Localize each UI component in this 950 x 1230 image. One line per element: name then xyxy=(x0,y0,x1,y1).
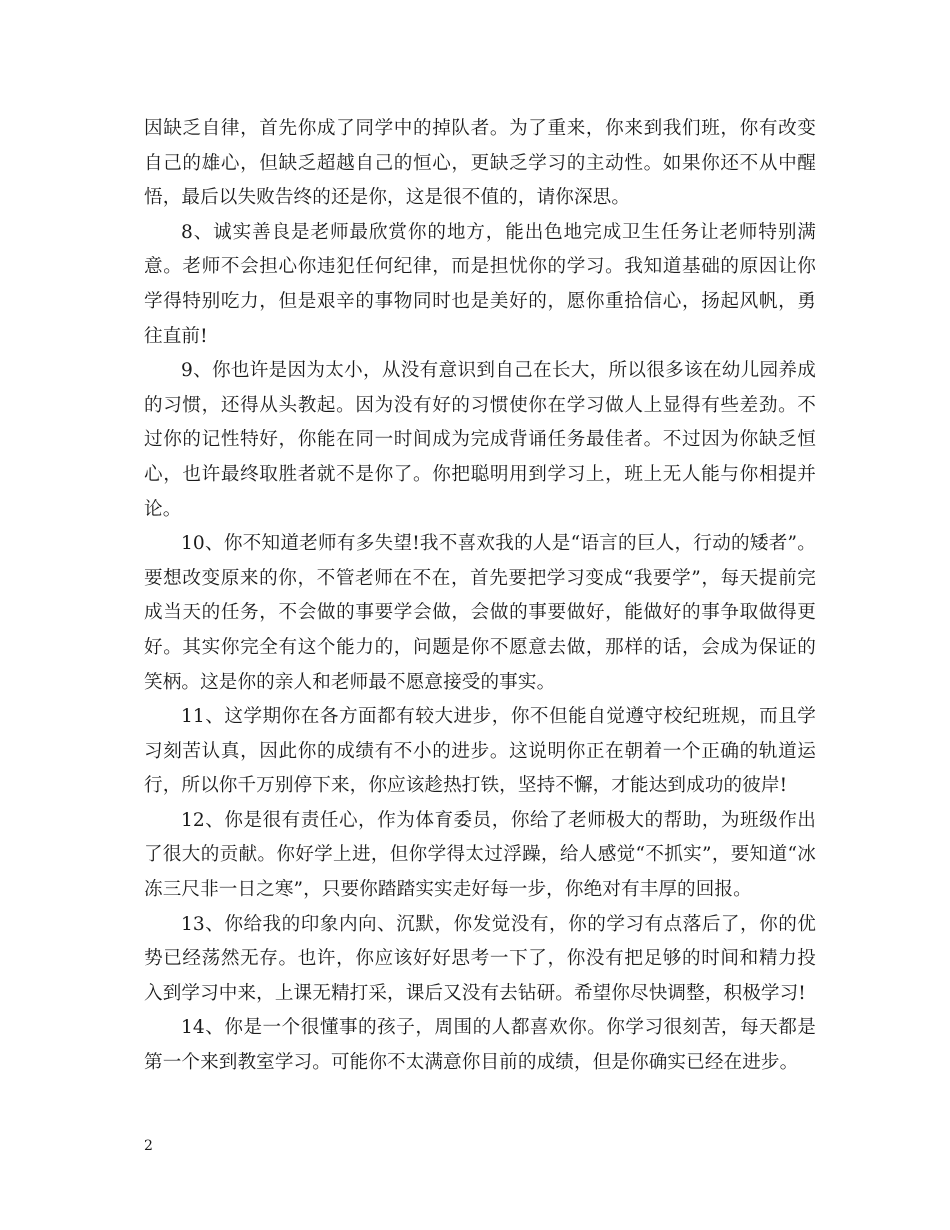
paragraph-item-12: 12、你是很有责任心，作为体育委员，你给了老师极大的帮助，为班级作出了很大的贡献。你好学上进，但你学得太过浮躁，给人感觉“不抓实”，要知道“冰冻三尺非一日之寒”，只要你踏踏实实走好每一步，你绝对有丰厚的回报。 xyxy=(144,809,816,901)
page-number: 2 xyxy=(144,1138,153,1154)
paragraph-item-8: 8、诚实善良是老师最欣赏你的地方，能出色地完成卫生任务让老师特别满意。老师不会担心你违犯任何纪律，而是担忧你的学习。我知道基础的原因让你学得特别吃力，但是艰辛的事物同时也是美好的，愿你重拾信心，扬起风帆，勇往直前! xyxy=(144,221,816,347)
paragraph-item-11: 11、这学期你在各方面都有较大进步，你不但能自觉遵守校纪班规，而且学习刻苦认真，因此你的成绩有不小的进步。这说明你正在朝着一个正确的轨道运行，所以你千万别停下来，你应该趁热打铁，坚持不懈，才能达到成功的彼岸! xyxy=(144,706,816,797)
paragraph-item-13: 13、你给我的印象内向、沉默，你发觉没有，你的学习有点落后了，你的优势已经荡然无存。也许，你应该好好思考一下了，你没有把足够的时间和精力投入到学习中来，上课无精打采，课后又没有去钻研。希望你尽快调整，积极学习! xyxy=(144,913,816,1004)
paragraph-item-14: 14、你是一个很懂事的孩子，周围的人都喜欢你。你学习很刻苦，每天都是第一个来到教室学习。可能你不太满意你目前的成绩，但是你确实已经在进步。 xyxy=(144,1017,816,1074)
paragraph-item-10: 10、你不知道老师有多失望!我不喜欢我的人是“语言的巨人，行动的矮者”。要想改变原来的你，不管老师在不在，首先要把学习变成“我要学”，每天提前完成当天的任务，不会做的事要学会做，会做的事要做好，能做好的事争取做得更好。其实你完全有这个能力的，问题是你不愿意去做，那样的话，会成为保证的笑柄。这是你的亲人和老师最不愿意接受的事实。 xyxy=(144,533,816,693)
paragraph-continuation: 因缺乏自律，首先你成了同学中的掉队者。为了重来，你来到我们班，你有改变自己的雄心，但缺乏超越自己的恒心，更缺乏学习的主动性。如果你还不从中醒悟，最后以失败告终的还是你，这是很不值的，请你深思。 xyxy=(144,118,816,209)
paragraph-item-9: 9、你也许是因为太小，从没有意识到自己在长大，所以很多该在幼儿园养成的习惯，还得从头教起。因为没有好的习惯使你在学习做人上显得有些差劲。不过你的记性特好，你能在同一时间成为完成背诵任务最佳者。不过因为你缺乏恒心，也许最终取胜者就不是你了。你把聪明用到学习上，班上无人能与你相提并论。 xyxy=(144,360,816,520)
document-body xyxy=(144,112,816,1081)
